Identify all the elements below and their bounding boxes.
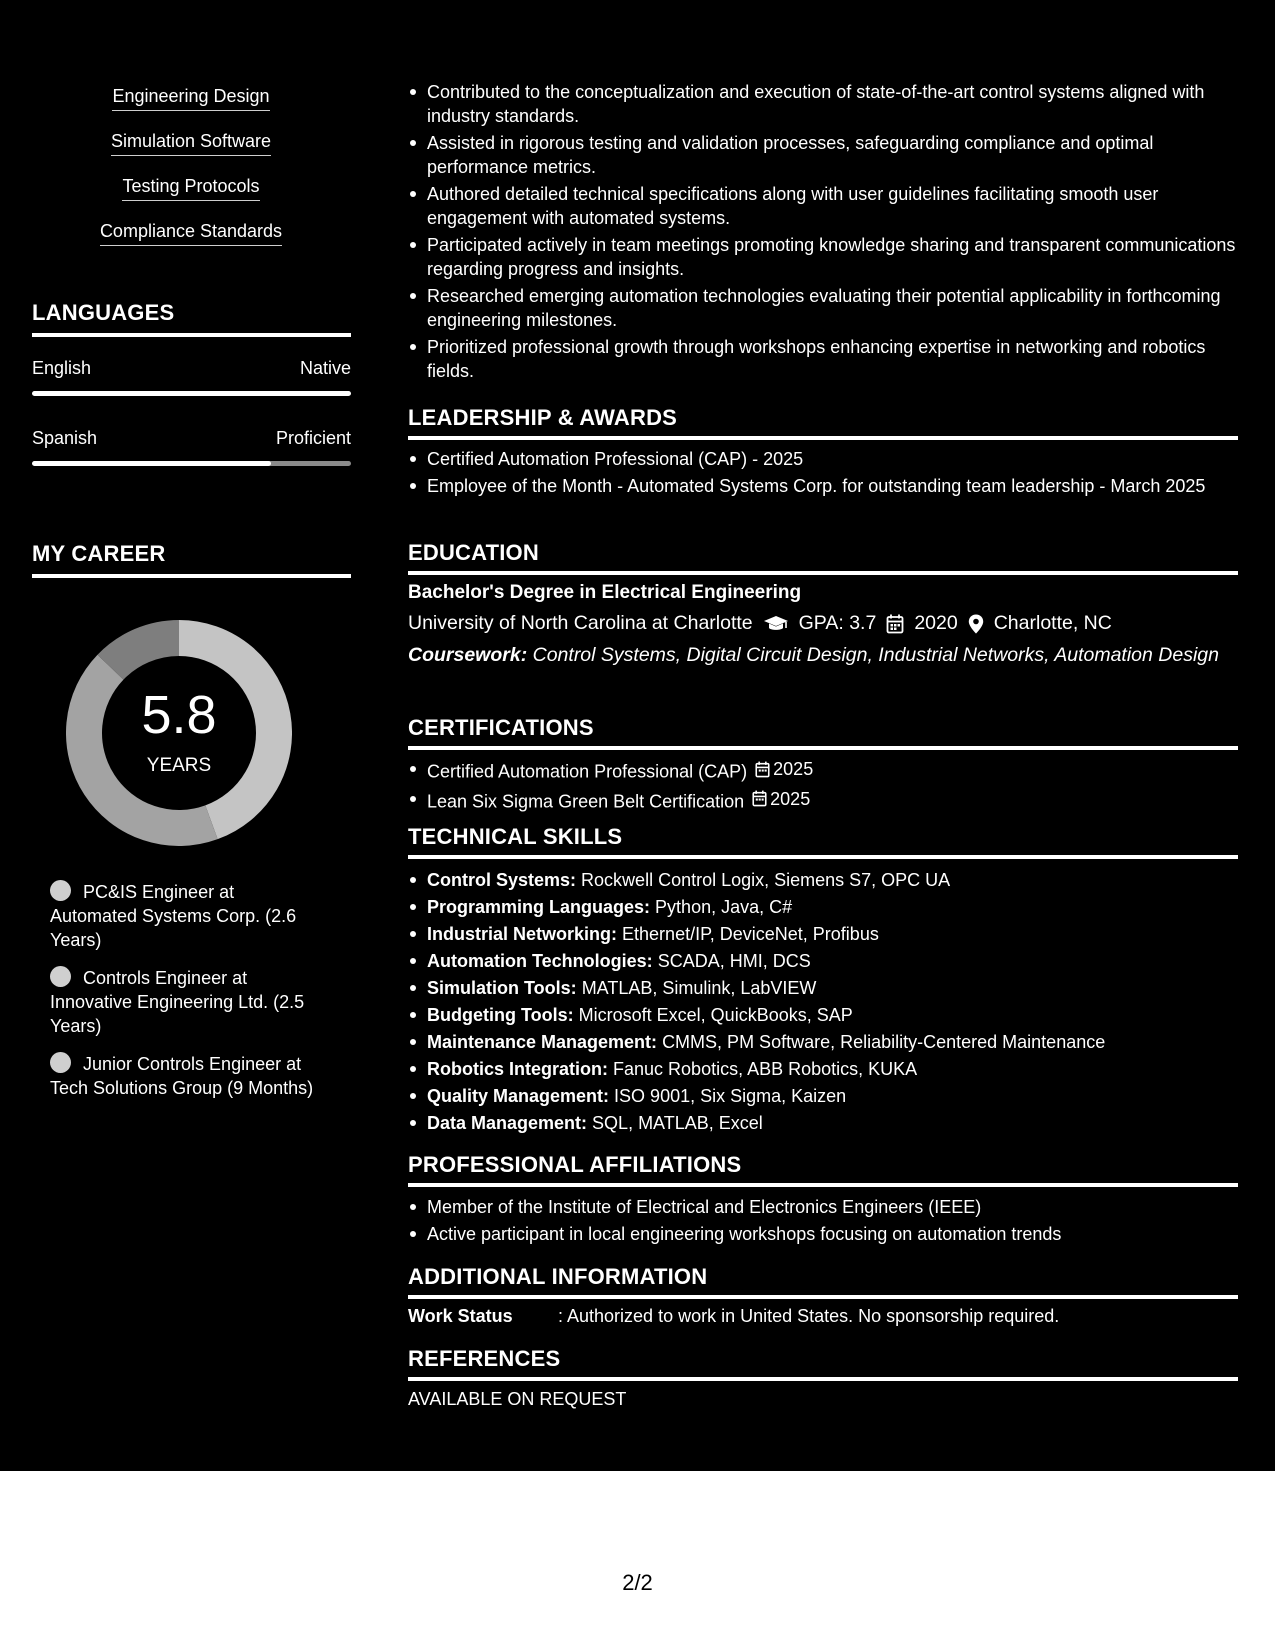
technical-skills-list [408,868,1238,1138]
skill-item: Testing Protocols [32,176,350,221]
skill-item: Engineering Design [32,86,350,131]
list-item: Automation Technologies: SCADA, HMI, DCS [408,949,1238,973]
skills-list [32,86,350,266]
work-status-label: Work Status [408,1306,513,1326]
list-item: Budgeting Tools: Microsoft Excel, QuickBooks, SAP [408,1003,1238,1027]
career-dot-icon [50,1052,71,1073]
career-list [50,880,320,1114]
career-dot-icon [50,880,71,901]
education-heading: EDUCATION [408,540,1238,575]
certification-year: 2025 [770,788,811,809]
work-status-value: : Authorized to work in United States. No sponsorship required. [558,1306,1060,1326]
career-heading: MY CAREER [32,541,351,578]
list-item: Maintenance Management: CMMS, PM Software, Reliability-Centered Maintenance [408,1030,1238,1054]
list-item: Industrial Networking: Ethernet/IP, DeviceNet, Profibus [408,922,1238,946]
language-row [32,428,351,466]
references-heading: REFERENCES [408,1346,1238,1381]
education-school: University of North Carolina at Charlotte [408,612,753,634]
skill-item: Compliance Standards [32,221,350,266]
affiliations-heading: PROFESSIONAL AFFILIATIONS [408,1152,1238,1187]
list-item: Participated actively in team meetings promoting knowledge sharing and transparent communications regarding progress and insights. [408,233,1238,281]
coursework-value: Control Systems, Digital Circuit Design, Industrial Networks, Automation Design [532,644,1219,666]
certification-year: 2025 [773,759,814,779]
work-status-row [408,1306,1238,1327]
calendar-icon [886,614,904,634]
certification-name: Certified Automation Professional (CAP) [427,761,748,782]
calendar-icon [752,790,767,807]
list-item: Researched emerging automation technologies evaluating their potential applicability in forthcoming engineering milestones. [408,284,1238,332]
list-item: Control Systems: Rockwell Control Logix, Siemens S7, OPC UA [408,868,1238,892]
language-bar [32,461,351,466]
graduation-cap-icon [763,615,789,633]
list-item: Robotics Integration: Fanuc Robotics, ABB Robotics, KUKA [408,1057,1238,1081]
list-item: Prioritized professional growth through workshops enhancing expertise in networking and robotics fields. [408,335,1238,383]
education-gpa: GPA: 3.7 [798,612,877,634]
education-degree: Bachelor's Degree in Electrical Engineering [408,582,802,603]
list-item: Programming Languages: Python, Java, C# [408,895,1238,919]
education-coursework [408,643,1238,667]
career-item: Controls Engineer at Innovative Engineering Ltd. (2.5 Years) [50,968,305,1036]
language-level: Proficient [275,428,351,448]
awards-list [408,447,1238,501]
list-item: Assisted in rigorous testing and validation processes, safeguarding compliance and optimal performance metrics. [408,131,1238,179]
list-item: Simulation Tools: MATLAB, Simulink, LabVIEW [408,976,1238,1000]
list-item [408,787,1238,814]
technical-skills-heading: TECHNICAL SKILLS [408,824,1238,859]
career-donut-chart [66,620,292,846]
languages-heading: LANGUAGES [32,300,351,337]
list-item: Authored detailed technical specifications along with user guidelines facilitating smooth user engagement with automated systems. [408,182,1238,230]
list-item: Quality Management: ISO 9001, Six Sigma, Kaizen [408,1084,1238,1108]
main-content [380,0,1275,1471]
career-item: PC&IS Engineer at Automated Systems Corp. (2.6 Years) [50,882,297,950]
list-item: Employee of the Month - Automated Systems Corp. for outstanding team leadership - March 2025 [408,474,1238,498]
career-dot-icon [50,966,71,987]
donut-segment [110,638,179,667]
sidebar [0,0,380,1471]
list-item: Contributed to the conceptualization and execution of state-of-the-art control systems aligned with industry standards. [408,80,1238,128]
skill-item: Simulation Software [32,131,350,176]
certifications-list [408,757,1238,816]
experience-bullets [408,80,1238,386]
certification-name: Lean Six Sigma Green Belt Certification [427,791,745,811]
awards-heading: LEADERSHIP & AWARDS [408,405,1238,440]
language-level: Native [299,358,351,378]
language-bar-fill [32,391,351,396]
list-item: Active participant in local engineering workshops focusing on automation trends [408,1222,1238,1246]
page-number: 2/2 [622,1570,653,1595]
references-text: AVAILABLE ON REQUEST [408,1389,627,1409]
career-item: Junior Controls Engineer at Tech Solutions Group (9 Months) [50,1054,314,1098]
language-row [32,358,351,396]
career-total-years: 5.8 [141,685,217,745]
additional-info-heading: ADDITIONAL INFORMATION [408,1264,1238,1299]
language-name: English [32,358,92,378]
language-bar-fill [32,461,271,466]
calendar-icon [755,761,770,778]
list-item [408,757,1238,784]
certifications-heading: CERTIFICATIONS [408,715,1238,750]
language-name: Spanish [32,428,98,448]
education-details [408,612,1238,635]
education-year: 2020 [914,612,958,634]
coursework-label: Coursework: [408,644,528,666]
location-pin-icon [968,614,984,634]
list-item: Member of the Institute of Electrical and Electronics Engineers (IEEE) [408,1195,1238,1219]
list-item: Data Management: SQL, MATLAB, Excel [408,1111,1238,1135]
affiliations-list [408,1195,1238,1249]
career-total-unit: YEARS [146,755,212,776]
education-location: Charlotte, NC [993,612,1112,634]
list-item: Certified Automation Professional (CAP) - 2025 [408,447,1238,471]
language-bar [32,391,351,396]
